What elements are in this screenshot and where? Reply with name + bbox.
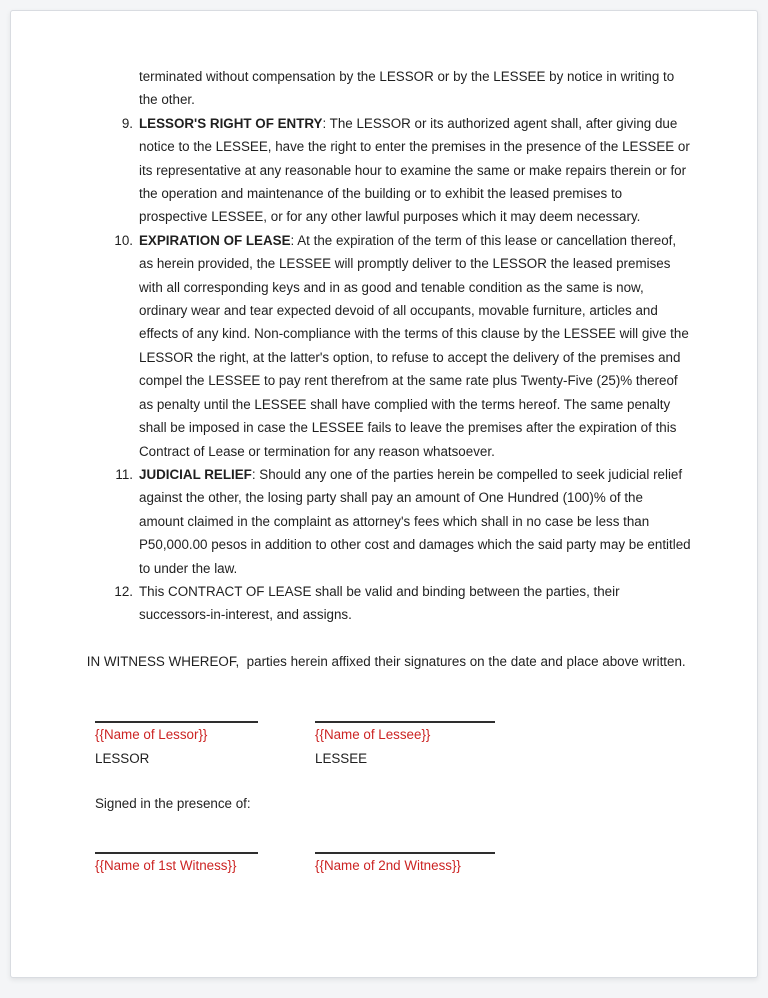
clause-heading: LESSOR'S RIGHT OF ENTRY (139, 115, 323, 131)
lessor-name-placeholder: {{Name of Lessor}} (95, 727, 208, 743)
clause-heading: JUDICIAL RELIEF (139, 466, 252, 482)
lessor-signature-block (95, 691, 315, 770)
lessee-signature-line (315, 691, 495, 723)
first-witness-name-placeholder: {{Name of 1st Witness}} (95, 858, 237, 874)
list-item-12 (95, 580, 691, 627)
lessor-role-label: LESSOR (95, 750, 150, 766)
clause-text: This CONTRACT OF LEASE shall be valid and binding between the parties, their successors-in-interest, and assigns. (139, 583, 620, 623)
list-item-11 (95, 463, 691, 580)
clause-heading: EXPIRATION OF LEASE (139, 232, 291, 248)
list-item-10 (95, 229, 691, 463)
list-number: 11. (115, 466, 133, 482)
signature-row-parties (95, 691, 691, 770)
lessee-signature-block (315, 691, 495, 770)
clause-text: : Should any one of the parties herein be compelled to seek judicial relief against the other, the losing party shall pay an amount of One Hundred (100)% of the amount claimed in the complaint as attorney's fees which shall in no case be less than P50,000.00 pesos in addition to other cost and damages which the said party may be entitled to under the law. (139, 466, 691, 576)
clause-text: : The LESSOR or its authorized agent shall, after giving due notice to the LESSEE, have the right to enter the premises in the presence of the LESSEE or its representative at any reasonable hour to examine the same or make repairs therein or for the operation and maintenance of the building or to exhibit the leased premises to prospective LESSEE, or for any other lawful purposes which it may deem necessary. (139, 115, 690, 225)
list-number: 10. (114, 232, 133, 248)
list-item-text (139, 580, 691, 627)
list-item-9 (95, 112, 691, 229)
document-content (11, 11, 757, 878)
signature-row-witnesses (95, 827, 691, 877)
list-item-text (139, 229, 691, 463)
list-item-text (139, 112, 691, 229)
second-witness-name-placeholder: {{Name of 2nd Witness}} (315, 858, 461, 874)
witness-clause: IN WITNESS WHEREOF, parties herein affixed their signatures on the date and place above written. (83, 653, 686, 669)
list-number: 9. (121, 115, 133, 131)
lessor-signature-line (95, 691, 258, 723)
presence-line: Signed in the presence of: (95, 795, 251, 811)
lessee-role-label: LESSEE (315, 750, 368, 766)
lessee-name-placeholder: {{Name of Lessee}} (315, 727, 431, 743)
list-number: 12. (114, 583, 133, 599)
clause-text: : At the expiration of the term of this lease or cancellation thereof, as herein provided, the LESSEE will promptly deliver to the LESSOR the leased premises with all corresponding keys and in as good and tenable condition as the same is now, ordinary wear and tear expected devoid of all occupants, movable furniture, articles and effects of any kind. Non-compliance with the terms of this clause by the LESSEE will give the LESSOR the right, at the latter's option, to refuse to accept the delivery of the premises and compel the LESSEE to pay rent therefrom at the same rate plus Twenty-Five (25)% thereof as penalty until the LESSEE shall have complied with the terms hereof. The same penalty shall be imposed in case the LESSEE fails to leave the premises after the expiration of this Contract of Lease or termination for any reason whatsoever. (139, 232, 689, 459)
document-page (10, 10, 758, 978)
paragraph-continuation: terminated without compensation by the LESSOR or by the LESSEE by notice in writing to the other. (139, 69, 675, 108)
second-witness-block (315, 827, 495, 877)
first-witness-signature-line (95, 827, 258, 854)
first-witness-block (95, 827, 315, 877)
second-witness-signature-line (315, 827, 495, 854)
list-item-text (139, 463, 691, 580)
